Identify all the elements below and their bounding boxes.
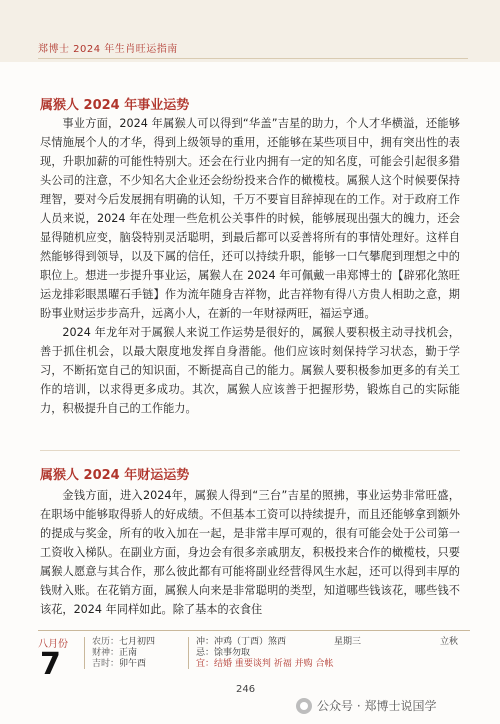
watermark-text: 公众号 · 郑博士说国学 — [317, 699, 437, 713]
wealth-paragraph-1: 金钱方面，进入2024年，属猴人得到“三台”吉星的照拂，事业运势非常旺盛，在职场中能够取得骄人的好成绩。不但基本工资可以持续提升，而且还能够拿到额外的提成与奖金，所有的收入加在一起，是非常丰厚可观的，很有可能会处于公司第一工资收入梯队。在副业方面，身边会有很多亲戚朋友，积极投来合作的橄榄枝，只要属猴人愿意与其合作，那么彼此都有可能将副业经营得风生水起，还可以得到丰厚的钱财入账。在花销方面，属猴人向来是非常聪明的类型，知道哪些钱该花，哪些钱不该花，2024 年同样如此。除了基本的衣食住 — [40, 489, 460, 616]
wealth-god-value: 正南 — [119, 648, 138, 658]
career-paragraph-2: 2024 年龙年对于属猴人来说工作运势是很好的，属猴人要积极主动寻找机会，善于抓住机会，以最大限度地发挥自身潜能。他们应该时刻保持学习状态，勤于学习，不断拓宽自己的知识面，不断提高自己的能力。属猴人要积极参加更多的有关工作的培训，以求得更多成功。其次，属猴人应该善于把握形势，锻炼自己的实际能力，积极提升自己的工作能力。 — [40, 326, 460, 415]
career-heading: 属猴人 2024 年事业运势 — [40, 98, 190, 113]
header-divider — [38, 58, 468, 59]
month-label: 八月份 — [38, 639, 68, 650]
watermark — [296, 697, 436, 714]
wealth-section — [40, 486, 460, 619]
wechat-account-icon — [296, 698, 312, 714]
date-block — [38, 635, 78, 680]
day-omens — [196, 637, 333, 670]
lunar-date-key: 农历： — [92, 637, 120, 647]
almanac-footer — [38, 630, 470, 682]
page-header — [0, 0, 500, 62]
lucky-hours-value: 卯午酉 — [119, 659, 147, 669]
header-title: 郑博士 2024 年生肖旺运指南 — [38, 44, 178, 55]
footer-separator — [188, 637, 189, 669]
solar-term-label: 立秋 — [440, 637, 459, 647]
footer-separator — [84, 637, 85, 669]
career-section — [40, 114, 460, 418]
clash-text: 冲：冲鸡（丁酉）煞西 — [196, 637, 287, 647]
lucky-hours-key: 吉时： — [92, 659, 120, 669]
weekday-label: 星期三 — [334, 637, 362, 647]
lunar-date-value: 七月初四 — [119, 637, 156, 647]
wealth-god-key: 财神： — [92, 648, 120, 658]
day-number: 7 — [40, 647, 61, 682]
suitable-text: 宜：结婚 重要谈判 祈福 并购 合帐 — [196, 659, 334, 669]
lunar-info — [92, 637, 155, 670]
career-paragraph-1: 事业方面，2024 年属猴人可以得到“华盖”吉星的助力，个人才华横溢，还能够尽情施展个人的才华，得到上级领导的重用，还能够在某些项目中，拥有突出性的表现，升职加薪的可能性特别大。还会在行业内拥有一定的知名度，可能会引起很多猎头公司的注意，不少知名大企业还会纷纷投来合作的橄榄枝。属猴人这个时候要保持理智，要对今后发展拥有明确的认知，千万不要盲目辞掉现在的工作。对于政府工作人员来说，2024 年在处理一些危机公关事件的时候，能够展现出强大的魄力，还会显得随机应变，脑袋特别灵活聪明，到最后都可以妥善将所有的事情处理好。这样自然能够得到领导，以及下属的信任，还可以持续升职，能够一口气攀爬到理想之中的职位上。想进一步提升事业运，属猴人在 2024 年可佩戴一串郑博士的【辟邪化煞旺运龙排彩眼黑曜石手链】作为流年随身吉祥物，此吉祥物有得八方贵人相助之意，期盼事业财运步步高升，远离小人，在新的一年财禄两旺，福运亨通。 — [40, 117, 460, 320]
page-number: 246 — [236, 684, 256, 695]
section-divider — [40, 450, 460, 451]
wealth-heading: 属猴人 2024 年财运运势 — [40, 468, 190, 483]
avoid-text: 忌：馀事勿取 — [196, 648, 251, 658]
